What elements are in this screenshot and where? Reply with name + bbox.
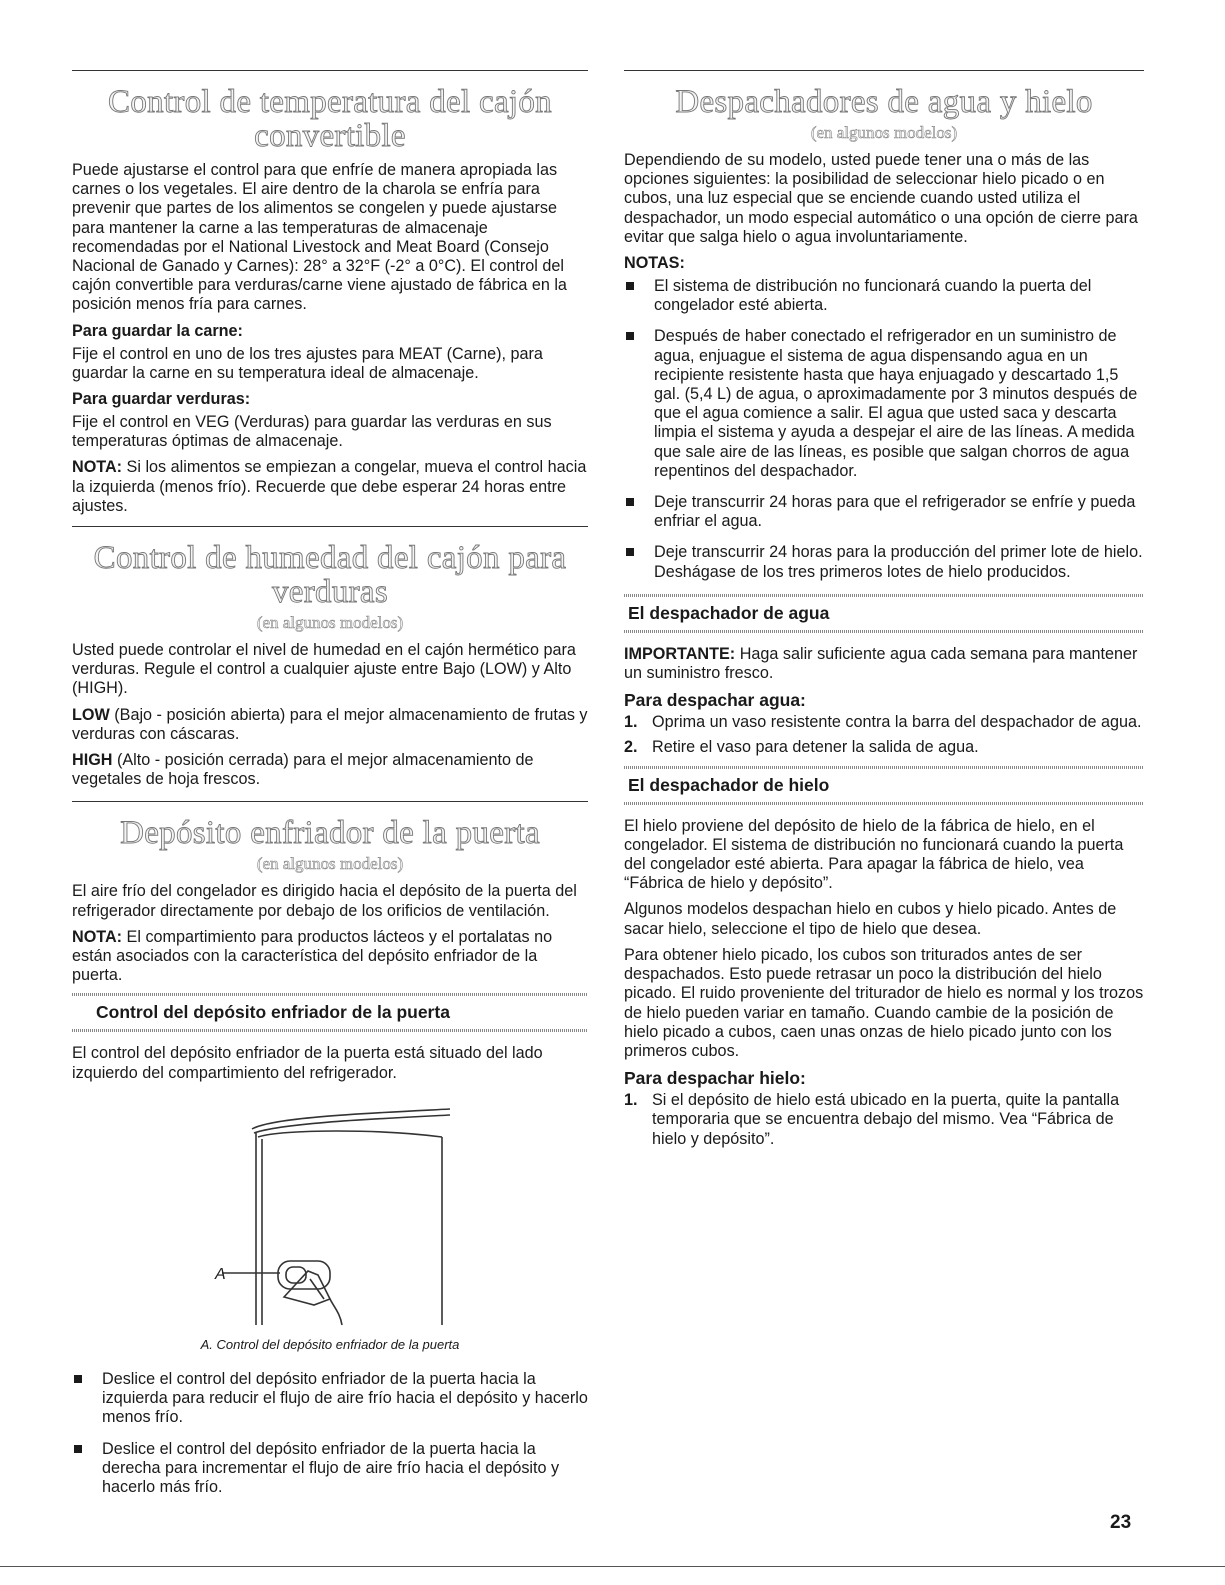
- note-item: Deje transcurrir 24 horas para que el refrigerador se enfríe y pueda enfriar el agua.: [624, 493, 1144, 531]
- paragraph: Algunos modelos despachan hielo en cubos y hielo picado. Antes de sacar hielo, seleccione el tipo de hielo que desea.: [624, 900, 1117, 938]
- low-text: (Bajo - posición abierta) para el mejor almacenamiento de frutas y verduras con cáscaras.: [72, 705, 588, 743]
- bullet-item: Deslice el control del depósito enfriador de la puerta hacia la izquierda para reducir el flujo de aire frío hacia el depósito y hacerlo menos frío.: [72, 1370, 588, 1428]
- right-column: [624, 70, 1144, 1155]
- paragraph: Fije el control en uno de los tres ajustes para MEAT (Carne), para guardar la carne en su temperatura ideal de almacenaje.: [72, 344, 543, 382]
- ice-steps: [624, 1091, 1144, 1149]
- step-text: Retire el vaso para detener la salida de agua.: [652, 738, 979, 757]
- paragraph: Puede ajustarse el control para que enfríe de manera apropiada las carnes o los vegetales. El aire dentro de la charola se enfría para prevenir que partes de los alimentos se congelen y puede ajustarse para mantener la carne a las temperaturas de almacenaje recomendadas por el National Livestock and Meat Board (Consejo Nacional de Ganado y Carnes): 28° a 32°F (-2° a 0°C). El control del cajón convertible para verduras/carne viene ajustado de fábrica en la posición menos fría para carnes.: [72, 161, 567, 314]
- note-label: NOTA:: [72, 458, 123, 477]
- banner-door-bin-control: [72, 993, 588, 1032]
- high-label: HIGH: [72, 751, 113, 770]
- section-subtitle: (en algunos modelos): [256, 854, 404, 874]
- figure-caption: A. Control del depósito enfriador de la puerta: [200, 1336, 460, 1352]
- step-text: Si el depósito de hielo está ubicado en la puerta, quite la pantalla temporaria que se encuentra debajo del mismo. Vea “Fábrica de hielo y depósito”.: [652, 1091, 1120, 1148]
- section-rule: [72, 801, 588, 802]
- figure-label-a: A: [215, 1265, 226, 1283]
- subheading-meat: Para guardar la carne:: [72, 321, 243, 340]
- left-column: [72, 70, 588, 1509]
- banner-water-dispenser: [624, 594, 1144, 633]
- note-item: El sistema de distribución no funcionará cuando la puerta del congelador esté abierta.: [624, 277, 1144, 315]
- dotted-rule: [624, 594, 1144, 597]
- low-paragraph: [72, 706, 588, 744]
- dotted-rule: [624, 630, 1144, 633]
- step-item: [624, 713, 1144, 732]
- dotted-rule: [624, 766, 1144, 769]
- section-rule: [72, 526, 588, 527]
- high-text: (Alto - posición cerrada) para el mejor almacenamiento de vegetales de hoja frescos.: [72, 751, 534, 789]
- dotted-rule: [624, 802, 1144, 805]
- low-label: LOW: [72, 705, 110, 724]
- step-item: [624, 1091, 1144, 1149]
- page-number: 23: [1110, 1512, 1132, 1533]
- step-number: 2.: [624, 738, 638, 757]
- banner-title: El despachador de agua: [628, 602, 830, 623]
- paragraph: Fije el control en VEG (Verduras) para guardar las verduras en sus temperaturas óptimas de almacenaje.: [72, 413, 552, 451]
- note-item: Después de haber conectado el refrigerador en un suministro de agua, enjuague el sistema de agua dispensando agua en un recipiente resistente hasta que haya enjuagado y descartado 1,5 gal. (5,4 L) de agua, o aproximadamente por 3 minutos después de que el agua comience a salir. El agua que usted saca y descarta limpia el sistema y ayuda a despejar el aire de las líneas. A medida que sale aire de las líneas, es posible que salgan chorros de agua repentinos del despachador.: [624, 327, 1144, 481]
- subheading-dispense-water: Para despachar agua:: [624, 690, 806, 711]
- notes-heading: NOTAS:: [624, 254, 685, 273]
- bottom-rule: [0, 1566, 1225, 1567]
- note-paragraph: [72, 928, 588, 986]
- paragraph: El control del depósito enfriador de la puerta está situado del lado izquierdo del compartimiento del refrigerador.: [72, 1044, 543, 1082]
- section-rule: [72, 70, 588, 71]
- step-text: Oprima un vaso resistente contra la barra del despachador de agua.: [652, 713, 1142, 732]
- paragraph: Dependiendo de su modelo, usted puede tener una o más de las opciones siguientes: la posibilidad de seleccionar hielo picado o en cubos, una luz especial que se enciende cuando usted utiliza el despachador, un modo especial automático o una opción de cierre para evitar que salga hielo o agua involuntariamente.: [624, 151, 1138, 246]
- important-paragraph: [624, 645, 1144, 683]
- important-text: Haga salir suficiente agua cada semana para mantener un suministro fresco.: [624, 644, 1138, 683]
- section-title-door-bin: Depósito enfriador de la puerta: [120, 815, 540, 852]
- section-title-convertible-drawer: Control de temperatura del cajón convertible: [108, 84, 552, 154]
- section-subtitle: (en algunos modelos): [810, 123, 958, 142]
- note-item: Deje transcurrir 24 horas para la producción del primer lote de hielo. Deshágase de los tres primeros lotes de hielo producidos.: [624, 543, 1144, 581]
- note-text: Si los alimentos se empiezan a congelar, mueva el control hacia la izquierda (menos frío). Recuerde que debe esperar 24 horas entre ajustes.: [72, 458, 587, 515]
- banner-title: Control del depósito enfriador de la puerta: [96, 1002, 450, 1023]
- bullet-item: Deslice el control del depósito enfriador de la puerta hacia la derecha para incrementar el flujo de aire frío hacia el depósito y hacerlo más frío.: [72, 1440, 588, 1498]
- step-item: [624, 738, 1144, 757]
- important-label: IMPORTANTE:: [624, 644, 736, 663]
- subheading-vegetables: Para guardar verduras:: [72, 390, 251, 409]
- high-paragraph: [72, 751, 588, 789]
- section-title-humidity: Control de humedad del cajón para verduras: [93, 540, 567, 611]
- paragraph: Para obtener hielo picado, los cubos son triturados antes de ser despachados. Esto puede retrasar un poco la distribución del hielo picado. El ruido proveniente del triturador de hielo es normal y los trozos de hielo pueden variar en tamaño. Cuando cambie de la posición de hielo picado a cubos, caen unas onzas de hielo picado junto con los primeros cubos.: [624, 945, 1144, 1060]
- section-title-dispensers: Despachadores de agua y hielo: [675, 84, 1093, 120]
- note-text: El compartimiento para productos lácteos y el portalatas no están asociados con la característica del depósito enfriador de la puerta.: [72, 927, 553, 985]
- step-number: 1.: [624, 1091, 638, 1110]
- paragraph: El hielo proviene del depósito de hielo de la fábrica de hielo, en el congelador. El sistema de distribución no funcionará cuando la puerta del congelador esté abierta. Para apagar la fábrica de hielo, vea “Fábrica de hielo y depósito”.: [624, 816, 1124, 893]
- door-bin-control-figure: [72, 1093, 588, 1331]
- subheading-dispense-ice: Para despachar hielo:: [624, 1068, 806, 1089]
- paragraph: El aire frío del congelador es dirigido hacia el depósito de la puerta del refrigerador directamente por debajo de los orificios de ventilación.: [72, 882, 577, 920]
- water-steps: [624, 713, 1144, 757]
- door-bin-bullets: [72, 1370, 588, 1497]
- banner-title: El despachador de hielo: [628, 774, 830, 795]
- note-label: NOTA:: [72, 927, 123, 946]
- dotted-rule: [72, 993, 588, 996]
- note-paragraph: [72, 458, 588, 516]
- section-rule: [624, 70, 1144, 71]
- section-subtitle: (en algunos modelos): [256, 613, 404, 633]
- dotted-rule: [72, 1029, 588, 1032]
- door-bin-illustration: [72, 1093, 588, 1331]
- paragraph: Usted puede controlar el nivel de humedad en el cajón hermético para verduras. Regule el control a cualquier ajuste entre Bajo (LOW) y Alto (HIGH).: [72, 641, 576, 698]
- notes-list: [624, 277, 1144, 582]
- banner-ice-dispenser: [624, 766, 1144, 805]
- step-number: 1.: [624, 713, 638, 732]
